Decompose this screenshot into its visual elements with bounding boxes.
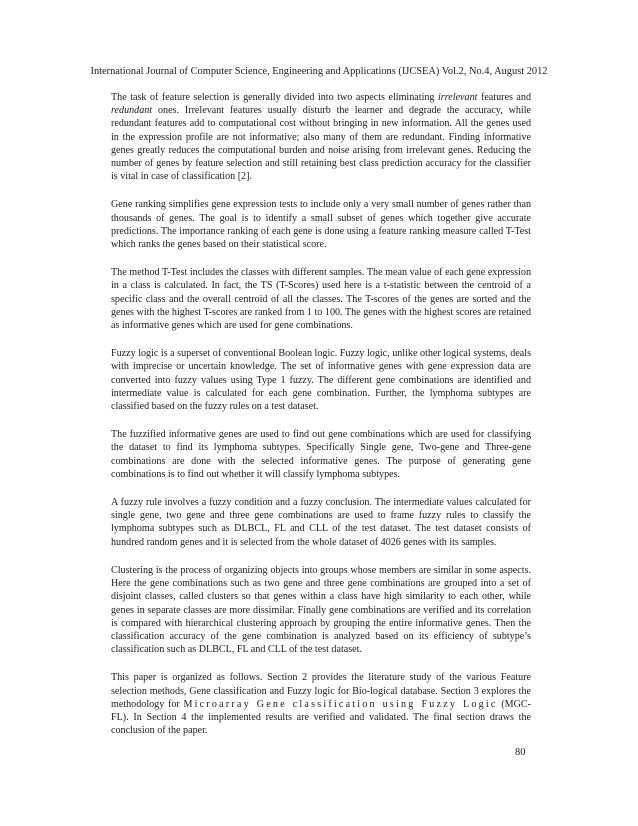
running-header: International Journal of Computer Science, Engineering and Applications (IJCSEA) Vol.2, No.4, August 2012 <box>90 66 548 77</box>
paragraph-feature-selection <box>111 91 531 183</box>
paragraph-fuzzy-logic: Fuzzy logic is a superset of conventional Boolean logic. Fuzzy logic, unlike other logical systems, deals with imprecise or uncertain knowledge. The set of informative genes with gene expression data are converted into fuzzy values using Type 1 fuzzy. The different gene combinations are identified and intermediate value is calculated for each gene combination. Further, the lymphoma subtypes are classified based on the fuzzy rules on a test dataset. <box>111 348 531 413</box>
mgc-fl-phrase: Microarray Gene classification using Fuzzy Logic <box>183 698 498 710</box>
p1-text-e: ones. Irrelevant features usually disturb the learner and degrade the accuracy, while redundant features add to computational cost without bringing in new information. All the genes used in the expression profile are not informative; also many of them are redundant. Finding informative genes greatly reduces the computational burden and noise arising from irrelevant genes. Reducing the number of genes by feature selection and still retaining best class prediction accuracy for the classifier is vital in case of classification [2]. <box>111 105 531 183</box>
paragraph-organization <box>111 671 531 737</box>
redundant-term: redundant <box>111 105 153 117</box>
paragraph-clustering: Clustering is the process of organizing objects into groups whose members are similar in some aspects. Here the gene combinations such as two gene and three gene combinations are grouped into a set of disjoint classes, called clusters so that genes within a class have high similarity to each other, while genes in separate classes are more dissimilar. Finally gene combinations are verified and its correlation is compared with hierarchical clustering approach by grouping the entire informative genes. Then the classification accuracy of the gene combination is analyzed based on its efficiency of subtype’s classification such as DLBCL, FL and CLL of the test dataset. <box>111 564 531 656</box>
p8-text-c: (MGC-FL). In Section 4 the implemented results are verified and validated. The final section draws the conclusion of the paper. <box>111 698 531 737</box>
p1-text-c: features and <box>477 92 531 103</box>
page-number: 80 <box>515 747 526 758</box>
p1-text-a: The task of feature selection is generally divided into two aspects eliminating <box>111 92 438 103</box>
irrelevant-term: irrelevant <box>438 92 478 103</box>
p8-text-a: This paper is organized as follows. Section 2 provides the literature study of the various Feature selection methods, Gene classification and Fuzzy logic for Bio-logical database. Section 3 explores the methodology for <box>111 672 531 710</box>
article-body <box>111 91 531 752</box>
paragraph-t-test: The method T-Test includes the classes with different samples. The mean value of each gene expression in a class is calculated. In fact, the TS (T-Scores) used here is a t-statistic between the centroid of a specific class and the overall centroid of all the classes. The T-scores of the genes are sorted and the genes with the highest T-scores are ranked from 1 to 100. The genes with the highest scores are retained as informative genes which are used for gene combinations. <box>111 267 531 332</box>
paragraph-gene-combinations: The fuzzified informative genes are used to find out gene combinations which are used for classifying the dataset to find its lymphoma subtypes. Specifically Single gene, Two-gene and Three-gene combinations are done with the selected informative genes. The purpose of generating gene combinations is to find out whether it will classify lymphoma subtypes. <box>111 429 531 480</box>
paragraph-gene-ranking: Gene ranking simplifies gene expression tests to include only a very small number of genes rather than thousands of genes. The goal is to identify a small subset of genes which together give accurate predictions. The importance ranking of each gene is done using a feature ranking measure called T-Test which ranks the genes based on their statistical score. <box>111 199 531 251</box>
paragraph-fuzzy-rule: A fuzzy rule involves a fuzzy condition and a fuzzy conclusion. The intermediate values calculated for single gene, two gene and three gene combinations are used to frame fuzzy rules to classify the lymphoma subtypes such as DLBCL, FL and CLL of the test dataset. The test dataset consists of hundred random genes and it is selected from the whole dataset of 4026 genes with its samples. <box>111 497 531 548</box>
